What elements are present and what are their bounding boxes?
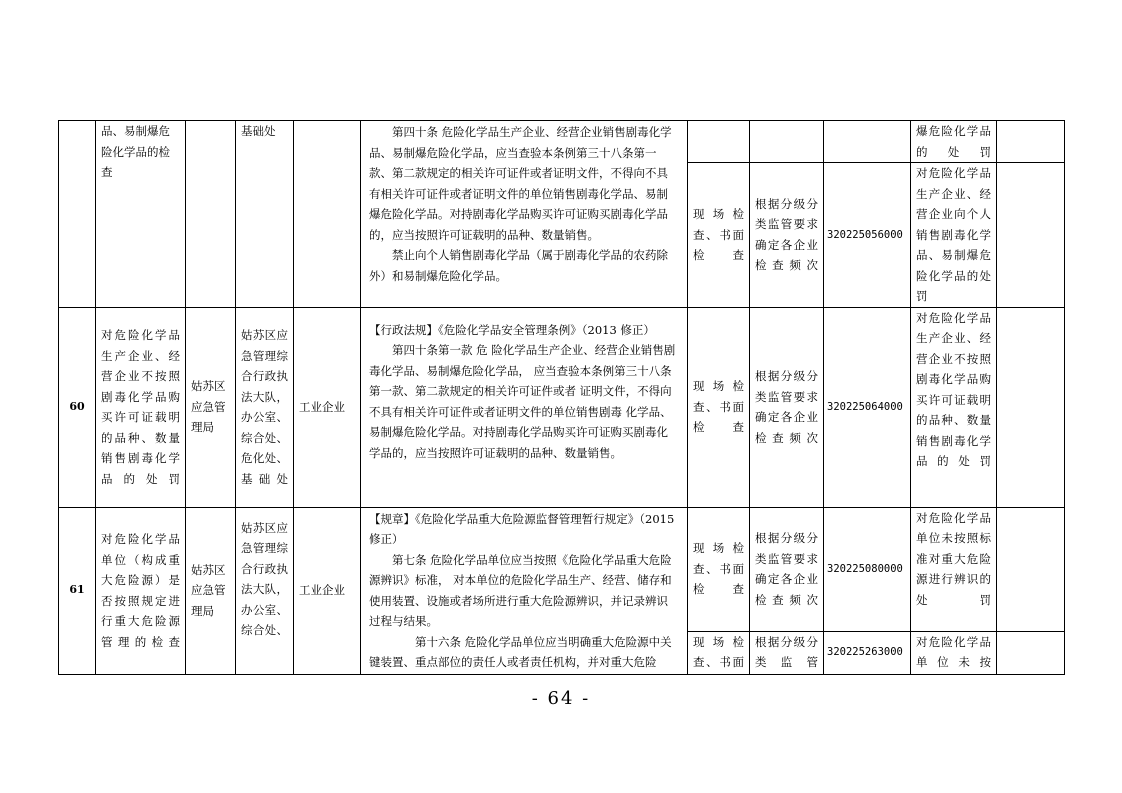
remark (997, 121, 1065, 163)
basis-title: 【行政法规】《危险化学品安全管理条例》（2013 修正） (369, 322, 655, 337)
check-method: 现场检查、书面 (688, 631, 750, 674)
matter-name: 对危险化学品生产企业、经营企业不按照剧毒化学品购买许可证载明的品种、数量销售剧毒化学品的处罚 (911, 307, 997, 507)
check-item: 品、易制爆危险化学品的检查 (96, 121, 186, 308)
check-method (688, 121, 750, 163)
check-method: 现场检查、书面检查 (688, 507, 750, 631)
row-number: 60 (59, 307, 96, 507)
legal-basis (361, 121, 688, 308)
check-object (294, 121, 361, 308)
legal-basis (361, 307, 688, 507)
remark (997, 163, 1065, 308)
check-object: 工业企业 (294, 507, 361, 674)
responsible-unit: 基础处 (236, 121, 294, 308)
page-number: - 64 - (531, 688, 591, 709)
matter-name: 对危险化学品单位未按 (911, 631, 997, 674)
remark (997, 631, 1065, 674)
table-row (59, 307, 1065, 507)
check-method: 现场检查、书面检查 (688, 307, 750, 507)
remark (997, 307, 1065, 507)
check-frequency: 根据分级分类监管要求确定各企业检查频次 (750, 507, 824, 631)
responsible-unit: 姑苏区应急管理综合行政执法大队，办公室、综合处、 (236, 507, 294, 674)
matter-name: 对危险化学品单位未按照标准对重大危险源进行辨识的处罚 (911, 507, 997, 631)
check-frequency: 根据分级分类监管 (750, 631, 824, 674)
matter-name: 对危险化学品生产企业、经营企业向个人销售剧毒化学品、易制爆危险化学品的处罚 (911, 163, 997, 308)
basis-title: 【规章】《危险化学品重大危险源监督管理暂行规定》（2015 修正） (369, 511, 675, 546)
matter-name: 爆危险化学品的处罚 (911, 121, 997, 163)
check-item: 对危险化学品单位（构成重大危险源）是否按照规定进行重大危险源管理的检查 (96, 507, 186, 674)
check-frequency: 根据分级分类监管要求确定各企业检查频次 (750, 163, 824, 308)
matter-code: 320225080000 (824, 507, 911, 631)
matter-code: 320225056000 (824, 163, 911, 308)
check-frequency (750, 121, 824, 163)
table-row (59, 507, 1065, 631)
check-method: 现场检查、书面检查 (688, 163, 750, 308)
check-item: 对危险化学品生产企业、经营企业不按照剧毒化学品购买许可证载明的品种、数量销售剧毒化学品的处罚 (96, 307, 186, 507)
department: 姑苏区应急管理局 (186, 307, 236, 507)
basis-paragraph: 第四十条第一款 危 险化学品生产企业、经营企业销售剧毒化学品、易制爆危险化学品， 应当查验本条例第三十八条第一款、第二款规定的相关许可证件或者 证明文件，不得向不具有相关许可证件或者证明文件的单位销售剧毒 化学品、易制爆危险化学品。对持剧毒化学品购买许可证购买剧毒化 学品的，应当按照许可证载明的品种、数量销售。 (369, 343, 676, 460)
matter-code (824, 121, 911, 163)
responsible-unit: 姑苏区应急管理综合行政执法大队，办公室、综合处、危化处、基础处 (236, 307, 294, 507)
basis-paragraph: 第七条 危险化学品单位应当按照《危险化学品重大危险源辨识》标准， 对本单位的危险化学品生产、经营、储存和使用装置、设施或者场所进行重大危险源辨识，并记录辨识过程与结果。 (369, 552, 672, 628)
legal-basis (361, 507, 688, 674)
inspection-table (58, 120, 1065, 675)
basis-paragraph: 第四十条 危险化学品生产企业、经营企业销售剧毒化学品、易制爆危险化学品，应当查验本条例第三十八条第一款、第二款规定的相关许可证件或者证明文件，不得向不具有相关许可证件或者证明文件的单位销售剧毒化学品、易制爆危险化学品。对持剧毒化学品购买许可证购买剧毒化学品的，应当按照许可证载明的品种、数量销售。 (369, 125, 672, 242)
check-object: 工业企业 (294, 307, 361, 507)
basis-paragraph: 第十六条 危险化学品单位应当明确重大危险源中关键装置、重点部位的责任人或者责任机构，并对重大危险 (369, 634, 672, 669)
matter-code: 320225263000 (824, 631, 911, 674)
table-row (59, 121, 1065, 163)
department: 姑苏区应急管理局 (186, 507, 236, 674)
row-number: 61 (59, 507, 96, 674)
basis-paragraph: 禁止向个人销售剧毒化学品（属于剧毒化学品的农药除外）和易制爆危险化学品。 (369, 248, 668, 283)
remark (997, 507, 1065, 631)
department (186, 121, 236, 308)
check-frequency: 根据分级分类监管要求确定各企业检查频次 (750, 307, 824, 507)
matter-code: 320225064000 (824, 307, 911, 507)
row-number (59, 121, 96, 308)
